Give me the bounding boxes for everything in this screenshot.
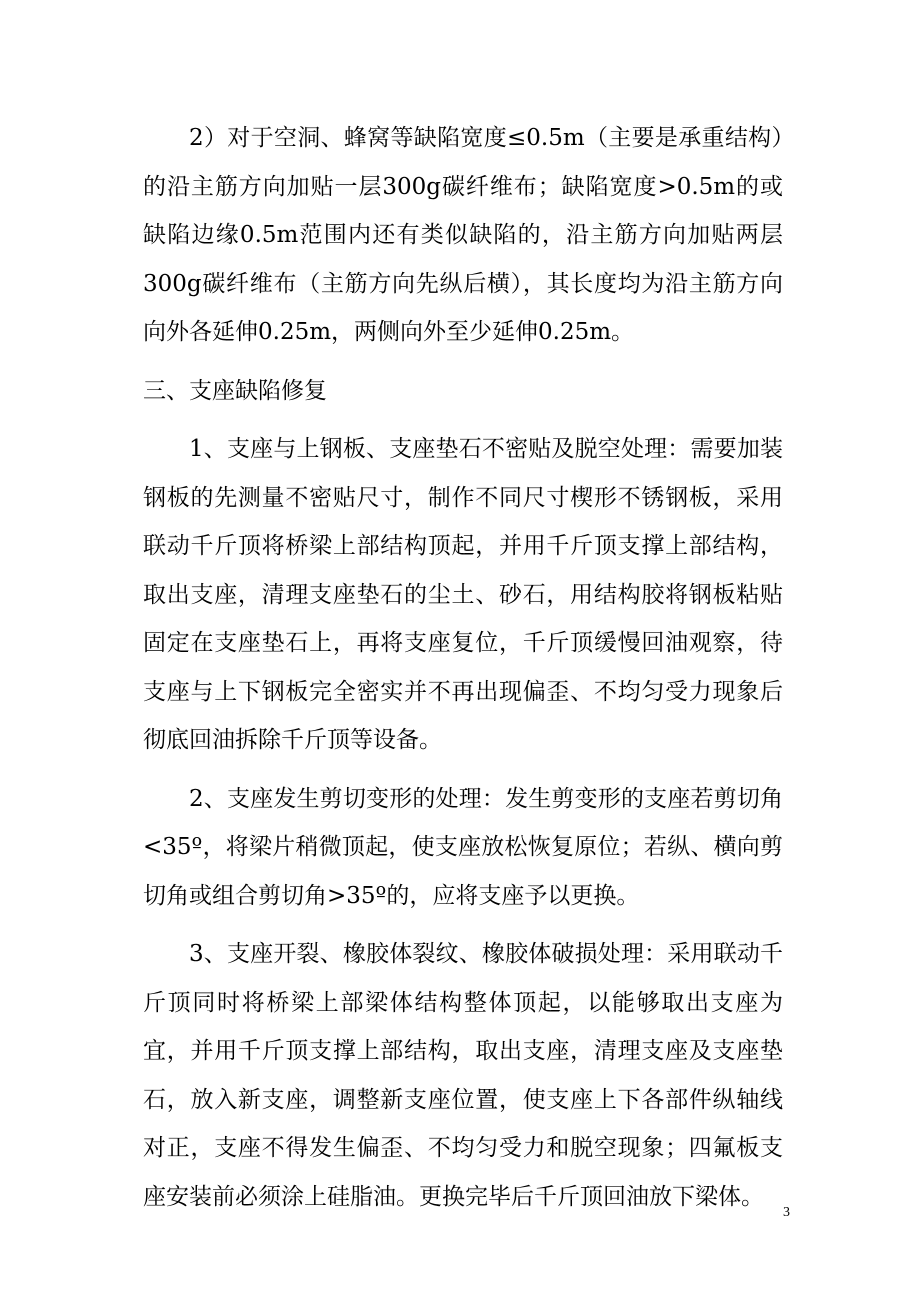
page-number: 3 xyxy=(783,1205,790,1220)
document-body xyxy=(143,114,783,1231)
paragraph-bearing-void-treatment: 1、支座与上钢板、支座垫石不密贴及脱空处理：需要加装钢板的先测量不密贴尺寸，制作不同尺寸楔形不锈钢板，采用联动千斤顶将桥梁上部结构顶起，并用千斤顶支撑上部结构，取出支座，清理支座垫石的尘土、砂石，用结构胶将钢板粘贴固定在支座垫石上，再将支座复位，千斤顶缓慢回油观察，待支座与上下钢板完全密实并不再出现偏歪、不均匀受力现象后彻底回油拆除千斤顶等设备。 xyxy=(143,436,783,753)
paragraph-shear-deformation-treatment: 2、支座发生剪切变形的处理：发生剪变形的支座若剪切角<35º，将梁片稍微顶起，使支座放松恢复原位；若纵、横向剪切角或组合剪切角>35º的，应将支座予以更换。 xyxy=(143,785,783,909)
paragraph-bearing-crack-treatment: 3、支座开裂、橡胶体裂纹、橡胶体破损处理：采用联动千斤顶同时将桥梁上部梁体结构整体顶起，以能够取出支座为宜，并用千斤顶支撑上部结构，取出支座，清理支座及支座垫石，放入新支座，调整新支座位置，使支座上下各部件纵轴线对正，支座不得发生偏歪、不均匀受力和脱空现象；四氟板支座安装前必须涂上硅脂油。更换完毕后千斤顶回油放下梁体。 xyxy=(143,941,783,1210)
paragraph-cfrp-reinforcement: 2）对于空洞、蜂窝等缺陷宽度≤0.5m（主要是承重结构）的沿主筋方向加贴一层300g碳纤维布；缺陷宽度>0.5m的或缺陷边缘0.5m范围内还有类似缺陷的，沿主筋方向加贴两层300g碳纤维布（主筋方向先纵后横），其长度均为沿主筋方向向外各延伸0.25m，两侧向外至少延伸0.25m。 xyxy=(143,125,783,345)
section-heading-bearing-repair: 三、支座缺陷修复 xyxy=(143,377,327,404)
